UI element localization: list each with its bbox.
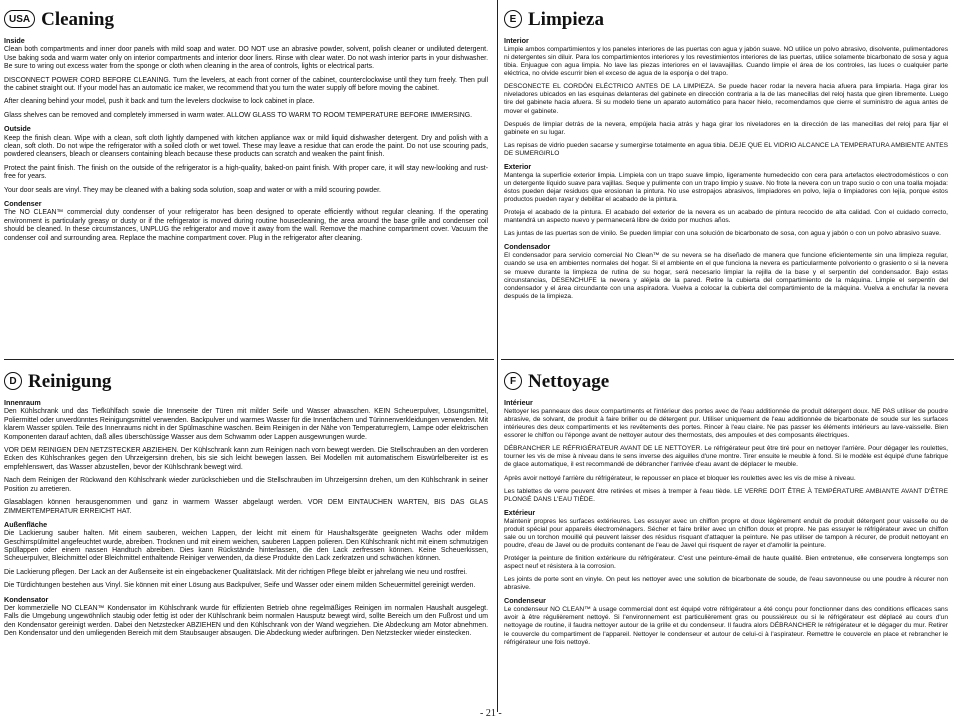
inside-paragraph-3: Après avoir nettoyé l'arrière du réfrigérateur, le repousser en place et bloquer les roulettes avec les vis de mise à niveau. [504,474,856,482]
outside-paragraph-2: Proteja el acabado de la pintura. El acabado del exterior de la nevera es un acabado de pintura recocido de alta calidad. Con el cuidado correcto, mantendrá un aspecto nuevo y permanecerá libre de óxido por muchos años. [504,209,948,225]
inside-paragraph-2: VOR DEM REINIGEN DEN NETZSTECKER ABZIEHEN. Der Kühlschrank kann zum Reinigen nach vorn bewegt werden. Die Stellschrauben an den vorderen Ecken des Kühlschrankes gegen den Uhrzeigersinn drehen, bis sie sich leicht bewegen lassen. Bei Modellen mit automatischem Eiswürfelbereiter ist es empfehlenswert, das Wasser abzustellen, bevor der Kühlschrank bewegt wird. [4,446,488,471]
inside-paragraph-4: Las repisas de vidrio pueden sacarse y sumergirse totalmente en agua tibia. DEJE QUE EL VIDRIO ALCANCE LA TEMPERATURA AMBIENTE ANTES DE SUMERGIRLO [504,141,948,157]
outside-paragraph-1: Mantenga la superficie exterior limpia. Límpiela con un trapo suave limpio, ligeramente humedecido con cera para artefactos electrodomésticos o con un detergente líquido suave para vajillas. Seque y pulimente con un trapo limpio y suave. No frote la nevera con un trapo sucio o con una toalla mojada: éstos pueden dejar residuos que erosionan la pintura. No use estropajos abrasivos, limpiadores en polvo, lejía o limpiadores con lejía, porque estos productos pueden rayar y debilitar el acabado de la pintura. [504,171,948,204]
condenser-heading: Kondensator [4,594,49,604]
section-de-reinigung [0,366,494,710]
outside-paragraph-3: Les joints de porte sont en vinyle. On peut les nettoyer avec une solution de bicarbonate de soude, de l'eau savonneuse ou une poudre à récurer non abrasive. [504,576,948,592]
section-title: Limpieza [528,8,604,30]
inside-paragraph-4: Glass shelves can be removed and completely immersed in warm water. ALLOW GLASS TO WARM TO ROOM TEMPERATURE BEFORE IMMERSING. [4,111,473,119]
section-header [4,366,488,396]
outside-heading: Extérieur [504,507,536,517]
inside-paragraph-2: DÉBRANCHER LE RÉFRIGÉRATEUR AVANT DE LE NETTOYER. Le réfrigérateur peut être tiré pour en nettoyer l'arrière. Pour dégager les roulettes, tourner les vis de mise à niveau dans le sens inverse des aiguilles d'une montre. Tirer ensuite le meuble à fond. Si le modèle est équipé d'une fabrique de glace automatique, il est recommandé de débrancher l'arrivée d'eau avant de déplacer le meuble. [504,445,948,469]
inside-paragraph-2: DESCONECTE EL CORDÓN ELÉCTRICO ANTES DE LA LIMPIEZA. Se puede hacer rodar la nevera hacia afuera para limpiarla. Haga girar los niveladores ubicados en las esquinas delanteras del gabinete en dirección contraria a la de las manecillas del reloj hasta que giren libremente. Luego tire del gabinete hacia afuera. Si su modelo tiene un aparato automático para hacer hielo, recomendamos que cierre el suministro de agua antes de mover el gabinete. [504,83,948,115]
inside-paragraph-1: Nettoyer les panneaux des deux compartiments et l'intérieur des portes avec de l'eau additionnée de produit détergent doux. NE PAS utiliser de poudre abrasive, de solvant, de produit à faire briller ou de détergent pur. Utiliser uniquement de l'eau additionnée de bicarbonate de soude sur les surfaces intérieures des deux compartiments et les revêtements des portes. Rincer à l'eau claire. Ne pas passer les éléments intérieurs au lave-vaisselle. Bien essorer le chiffon ou l'éponge avant de nettoyer autour des thermostats, des ampoules et des composants électriques. [504,408,948,440]
row-divider-right [501,359,954,360]
outside-paragraph-1: Maintenir propres les surfaces extérieures. Les essuyer avec un chiffon propre et doux légèrement enduit de produit détergent pour vaisselle ou de produit spécial pour appareils électroménagers. Sécher et faire briller avec un chiffon doux et propre. Ne pas essuyer le réfrigérateur avec un chiffon sale ou un torchon mouillé qui peuvent laisser des résidus risquant d'attaquer la peinture. Ne pas utiliser de tampon à récurer, de produit nettoyant en poudre, d'eau de Javel ou de produits contenant de l'eau de Javel qui risquent de rayer et d'amollir la peinture. [504,517,948,549]
outside-paragraph-1: Keep the finish clean. Wipe with a clean, soft cloth lightly dampened with kitchen appliance wax or mild liquid dishwasher detergent. Dry and polish with a clean, soft cloth. Do not wipe the refrigerator with a soiled cloth or wet towel. These may leave a residue that can erode the paint. Do not use scouring pads, powdered cleansers, bleach or cleansers containing bleach because these products can scratch and weaken the paint finish. [4,134,488,159]
condenser-heading: Condenseur [504,596,546,606]
section-title: Cleaning [41,8,114,30]
section-usa-cleaning [0,4,494,356]
section-fr-nettoyage [500,366,954,710]
inside-paragraph-1: Den Kühlschrank und das Tiefkühlfach sowie die Innenseite der Türen mit milder Seife und Wasser abwaschen. KEIN Scheuerpulver, Lösungsmittel, Poliermittel oder unverdünntes Reinigungsmittel verwenden. Backpulver und warmes Wasser für die Innenfächern und Türinnenverkleidungen verwenden. Mit klarem Wasser spülen. Teile des Innenraums nicht in der Spülmaschine waschen. Beim Reinigen in der Nähe von Temperaturreglern, Lampe oder elektrischen Komponenten darauf achten, daß alles überschüssige Wasser aus dem Schwamm oder Lappen ausgewrungen wurde. [4,408,488,441]
outside-paragraph-1: Die Lackierung sauber halten. Mit einem sauberen, weichen Lappen, der leicht mit einem für Haushaltsgeräte geeigneten Wachs oder mildem Geschirrspülmittel angefeuchtet wurde, abreiben. Trocknen und mit einem weichen, sauberen Lappen polieren. Den Kühlschrank nicht mit einem schmutzigen Spüllappen oder einem nassen Handtuch abreiben. Dies kann Rückstände hinterlassen, die den Lack zerfressen können. Keine Scheuerkissen, Scheuerpulver, Bleichmittel oder Bleichmittel enthaltende Reiniger verwenden, da diese Produkte den Lack zerkratzen und schwächen können. [4,530,488,563]
outside-paragraph-3: Your door seals are vinyl. They may be cleaned with a baking soda solution, soap and water or with a mild scouring powder. [4,186,381,194]
language-badge-f: F [504,372,522,390]
section-es-limpieza [500,4,954,356]
condenser-paragraph: Der kommerzielle NO CLEAN™ Kondensator im Kühlschrank wurde für effizienten Betrieb ohne regelmäßiges Reinigen im normalen Haushalt ausgelegt. Falls die Umgebung ungewöhnlich staubig oder fettig ist oder der Kühlschrank beim normalen Hausputz bewegt wird, sollte Bereich um den Fußrost und um den Kondensator gereinigt werden. Dabei den Netzstecker ABZIEHEN und den Kühlschrank von der Wand wegziehen. Die Abdeckung am Motor abnehmen. Den Kondensator und den umliegenden Bereich mit dem Staubsauger absaugen. Die Abdeckung wieder aufbringen. Den Netzstecker wieder einstecken. [4,605,488,638]
language-badge-d: D [4,372,22,390]
language-badge-usa: USA [4,10,35,28]
inside-heading: Interior [504,36,529,45]
outside-heading: Outside [4,124,31,134]
language-badge-e: E [504,10,522,28]
inside-paragraph-3: After cleaning behind your model, push it back and turn the levelers clockwise to lock cabinet in place. [4,98,315,106]
outside-paragraph-2: Die Lackierung pflegen. Der Lack an der Außenseite ist ein eingebackener Qualitätslack. Mit der richtigen Pflege bleibt er jahrelang wie neu und rostfrei. [4,568,468,576]
section-header [504,4,948,34]
row-divider-left [4,359,494,360]
inside-heading: Innenraum [4,398,41,407]
condenser-heading: Condensador [504,242,551,252]
inside-heading: Inside [4,36,25,45]
inside-paragraph-2: DISCONNECT POWER CORD BEFORE CLEANING. Turn the levelers, at each front corner of the cabinet, counterclockwise until they turn freely. Then pull the cabinet straight out. If your model has an automatic ice maker, we recommend that you turn the water supply off before moving the cabinet. [4,76,488,92]
condenser-heading: Condenser [4,199,42,209]
outside-paragraph-3: Las juntas de las puertas son de vinilo. Se pueden limpiar con una solución de bicarbonato de sosa, con agua y jabón o con un polvo abrasivo suave. [504,230,941,238]
outside-paragraph-3: Die Türdichtungen bestehen aus Vinyl. Sie können mit einer Lösung aus Backpulver, Seife und Wasser oder einem milden Scheuermittel gereinigt werden. [4,582,476,590]
inside-heading: Intérieur [504,398,533,407]
outside-paragraph-2: Protect the paint finish. The finish on the outside of the refrigerator is a high-quality, baked-on paint finish. With proper care, it will stay new-looking and rust-free for years. [4,164,488,181]
section-title: Nettoyage [528,370,610,392]
inside-paragraph-3: Después de limpiar detrás de la nevera, empújela hacia atrás y haga girar los niveladores en la dirección de las manecillas del reloj para fijar el gabinete en su lugar. [504,120,948,136]
outside-heading: Exterior [504,161,532,171]
column-divider [497,0,498,712]
condenser-paragraph: The NO CLEAN™ commercial duty condenser of your refrigerator has been designed to operate efficiently without regular cleaning. If the operating environment is particularly greasy or dusty or if the refrigerator is moved during routine housecleaning, the area around the base grille and condenser coil should be cleaned. In these circumstances, UNPLUG the refrigerator and move it away from the wall. Remove the machine compartment cover. Vacuum the condenser coil and surrounding area. Replace the machine compartment cover. Plug in the refrigerator after cleaning. [4,209,488,242]
outside-heading: Außenfläche [4,519,48,529]
inside-paragraph-4: Glasablagen können herausgenommen und ganz in warmem Wasser abgelaugt werden. VOR DEM EINTAUCHEN WARTEN, BIS DAS GLAS ZIMMERTEMPERATUR ERREICHT HAT. [4,499,488,515]
section-title: Reinigung [28,370,112,392]
inside-paragraph-3: Nach dem Reinigen der Rückwand den Kühlschrank wieder zurückschieben und die Stellschrauben im Uhrzeigersinn drehen, um den Kühlschrank in seiner Position zu arretieren. [4,477,488,493]
inside-paragraph-1: Limpie ambos compartimientos y los paneles interiores de las puertas con agua y jabón suave. NO utilice un polvo abrasivo, disolvente, pulimentadores ni detergentes sin diluir. Para los compartimientos interiores y los revestimientos interiores de las puertas, utilice solamente bicarbonato de sosa y agua tibia. Enjuague con agua limpia. No lave las piezas interiores en el lavavajillas. Cuando limpie el área de los controles, las luces o cualquier parte eléctrica, no olvide escurrir bien el exceso de agua de la esponja o del trapo. [504,46,948,78]
condenser-paragraph: El condensador para servicio comercial No Clean™ de su nevera se ha diseñado de manera que funcione eficientemente sin una limpieza regular, cuando se usa en ambientes normales del hogar. Si el ambiente en el que funciona la nevera es particularmente polvoriento o grasiento o si la nevera se mueve durante la limpieza de rutina de su hogar, será necesario limpiar la rejilla de la base y el serpentín del condensador. Bajo estas circunstancias, DESENCHUFE la nevera y aléjela de la pared. Retire la cubierta del compartimiento de la máquina. Limpie el serpentín del condensador y el área circundante con una aspiradora. Vuelva a colocar la cubierta del compartimiento de la máquina. Vuelva a enchufar la nevera después de la limpieza. [504,252,948,300]
outside-paragraph-2: Protéger la peinture de finition extérieure du réfrigérateur. C'est une peinture-émail de haute qualité. Bien entretenue, elle conservera longtemps son aspect neuf et résistera à la corrosion. [504,555,948,571]
condenser-paragraph: Le condenseur NO CLEAN™ à usage commercial dont est équipé votre réfrigérateur a été conçu pour fonctionner dans des conditions efficaces sans avoir à être régulièrement nettoyé. Si l'environnement est particulièrement gras ou poussiéreux ou si le réfrigérateur est déplacé au cours d'un nettoyage de routine, il faudra nettoyer autour de la grille et du condenseur. Il faudra alors DÉBRANCHER le réfrigérateur et le dégager du mur. Retirer le couvercle du compartiment de l'appareil. Nettoyer le condenseur et autour de celui-ci à l'aspirateur. Remettre le couvercle en place et rebrancher le réfrigérateur une fois nettoyé. [504,606,948,646]
inside-paragraph-4: Les tablettes de verre peuvent être retirées et mises à tremper à l'eau tiède. LE VERRE DOIT ÊTRE À TEMPÉRATURE AMBIANTE AVANT D'ÊTRE PLONGÉ DANS L'EAU TIÈDE. [504,487,948,503]
page-number: - 21 - [480,708,502,719]
section-header [4,4,488,34]
section-header [504,366,948,396]
inside-paragraph-1: Clean both compartments and inner door panels with mild soap and water. DO NOT use an abrasive powder, solvent, polish cleaner or undiluted detergent. Use baking soda and warm water only on interior compartments and interior door liners. Rinse with clear water. Do not wash interior parts in your dishwasher. Be sure to wring out excess water from the sponge or cloth when cleaning in the area of controls, lights or electrical parts. [4,46,488,71]
